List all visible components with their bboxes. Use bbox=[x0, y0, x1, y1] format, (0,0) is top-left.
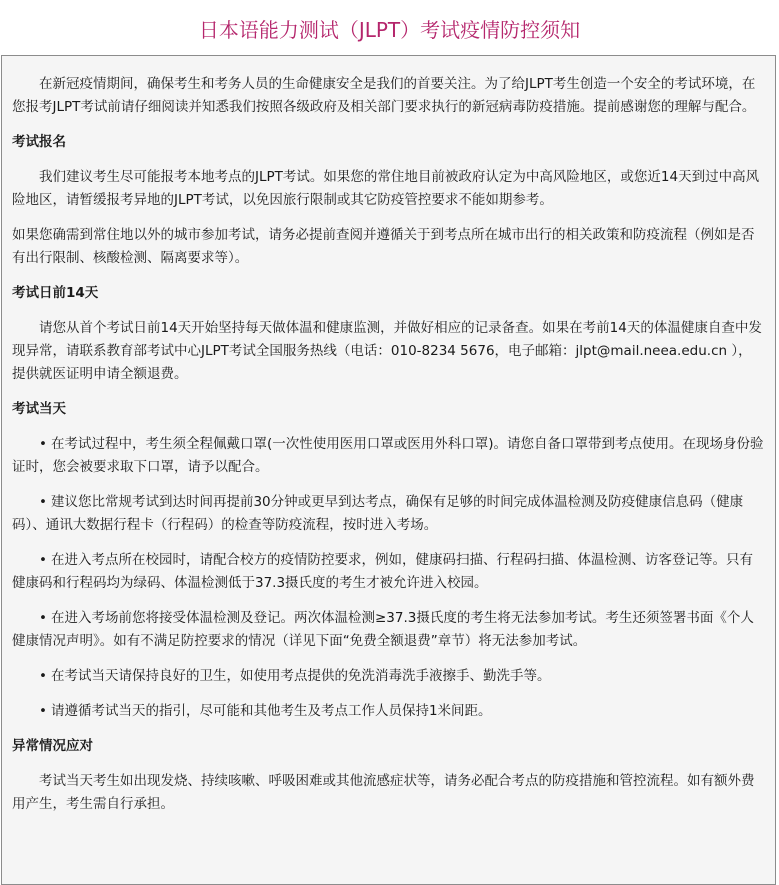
page-title: 日本语能力测试（JLPT）考试疫情防控须知 bbox=[198, 18, 581, 42]
bullet-dot-icon: • bbox=[39, 436, 47, 452]
bullet-dot-icon: • bbox=[39, 610, 47, 626]
exam-day-bullet-distance bbox=[12, 700, 765, 723]
bullet-text: 建议您比常规考试到达时间再提前30分钟或更早到达考点，确保有足够的时间完成体温检测及防疫健康信息码（健康码）、通讯大数据行程卡（行程码）的检查等防疫流程，按时进入考场。 bbox=[12, 494, 744, 533]
abnormal-situations-paragraph: 考试当天考生如出现发烧、持续咳嗽、呼吸困难或其他流感症状等，请务必配合考点的防疫措施和管控流程。如有额外费用产生，考生需自行承担。 bbox=[12, 773, 755, 812]
14-days-paragraph: 请您从首个考试日前14天开始坚持每天做体温和健康监测，并做好相应的记录备查。如果在考前14天的体温健康自查中发现异常，请联系教育部考试中心JLPT考试全国服务热线（电话：010-8234 5676，电子邮箱：jlpt@mail.neea.edu.cn ），提供就医证明申请全额退费。 bbox=[12, 320, 762, 382]
section-heading-exam-day: 考试当天 bbox=[12, 401, 66, 417]
bullet-dot-icon: • bbox=[39, 552, 47, 568]
bullet-text: 在考试过程中，考生须全程佩戴口罩(一次性使用医用口罩或医用外科口罩)。请您自备口罩带到考点使用。在现场身份验证时，您会被要求取下口罩，请予以配合。 bbox=[12, 436, 764, 475]
section-heading-abnormal-situations: 异常情况应对 bbox=[12, 738, 93, 754]
exam-day-bullet-hygiene bbox=[12, 665, 765, 688]
bullet-dot-icon: • bbox=[39, 703, 47, 719]
bullet-text: 请遵循考试当天的指引，尽可能和其他考生及考点工作人员保持1米间距。 bbox=[50, 703, 492, 719]
exam-day-bullet-arrival bbox=[12, 491, 765, 537]
registration-paragraph-2: 如果您确需到常住地以外的城市参加考试，请务必提前查阅并遵循关于到考点所在城市出行的相关政策和防疫流程（例如是否有出行限制、核酸检测、隔离要求等）。 bbox=[12, 227, 755, 266]
bullet-dot-icon: • bbox=[39, 494, 47, 510]
bullet-text: 在考试当天请保持良好的卫生，如使用考点提供的免洗消毒洗手液擦手、勤洗手等。 bbox=[50, 668, 551, 684]
notice-box bbox=[1, 55, 776, 885]
bullet-text: 在进入考场前您将接受体温检测及登记。两次体温检测≥37.3摄氏度的考生将无法参加考试。考生还须签署书面《个人健康情况声明》。如有不满足防控要求的情况（详见下面“免费全额退费”章节）将无法参加考试。 bbox=[12, 610, 754, 649]
intro-paragraph: 在新冠疫情期间，确保考生和考务人员的生命健康安全是我们的首要关注。为了给JLPT考生创造一个安全的考试环境，在您报考JLPT考试前请仔细阅读并知悉我们按照各级政府及相关部门要求执行的新冠病毒防疫措施。提前感谢您的理解与配合。 bbox=[12, 76, 756, 115]
bullet-dot-icon: • bbox=[39, 668, 47, 684]
section-heading-registration: 考试报名 bbox=[12, 134, 66, 150]
bullet-text: 在进入考点所在校园时，请配合校方的疫情防控要求，例如，健康码扫描、行程码扫描、体温检测、访客登记等。只有健康码和行程码均为绿码、体温检测低于37.3摄氏度的考生才被允许进入校园。 bbox=[12, 552, 753, 591]
exam-day-bullet-campus bbox=[12, 549, 765, 595]
exam-day-bullet-temperature bbox=[12, 607, 765, 653]
section-heading-14-days-before: 考试日前14天 bbox=[12, 285, 99, 301]
exam-day-bullet-mask bbox=[12, 433, 765, 479]
registration-paragraph-1: 我们建议考生尽可能报考本地考点的JLPT考试。如果您的常住地目前被政府认定为中高风险地区，或您近14天到过中高风险地区，请暂缓报考异地的JLPT考试，以免因旅行限制或其它防疫管控要求不能如期参考。 bbox=[12, 169, 760, 208]
